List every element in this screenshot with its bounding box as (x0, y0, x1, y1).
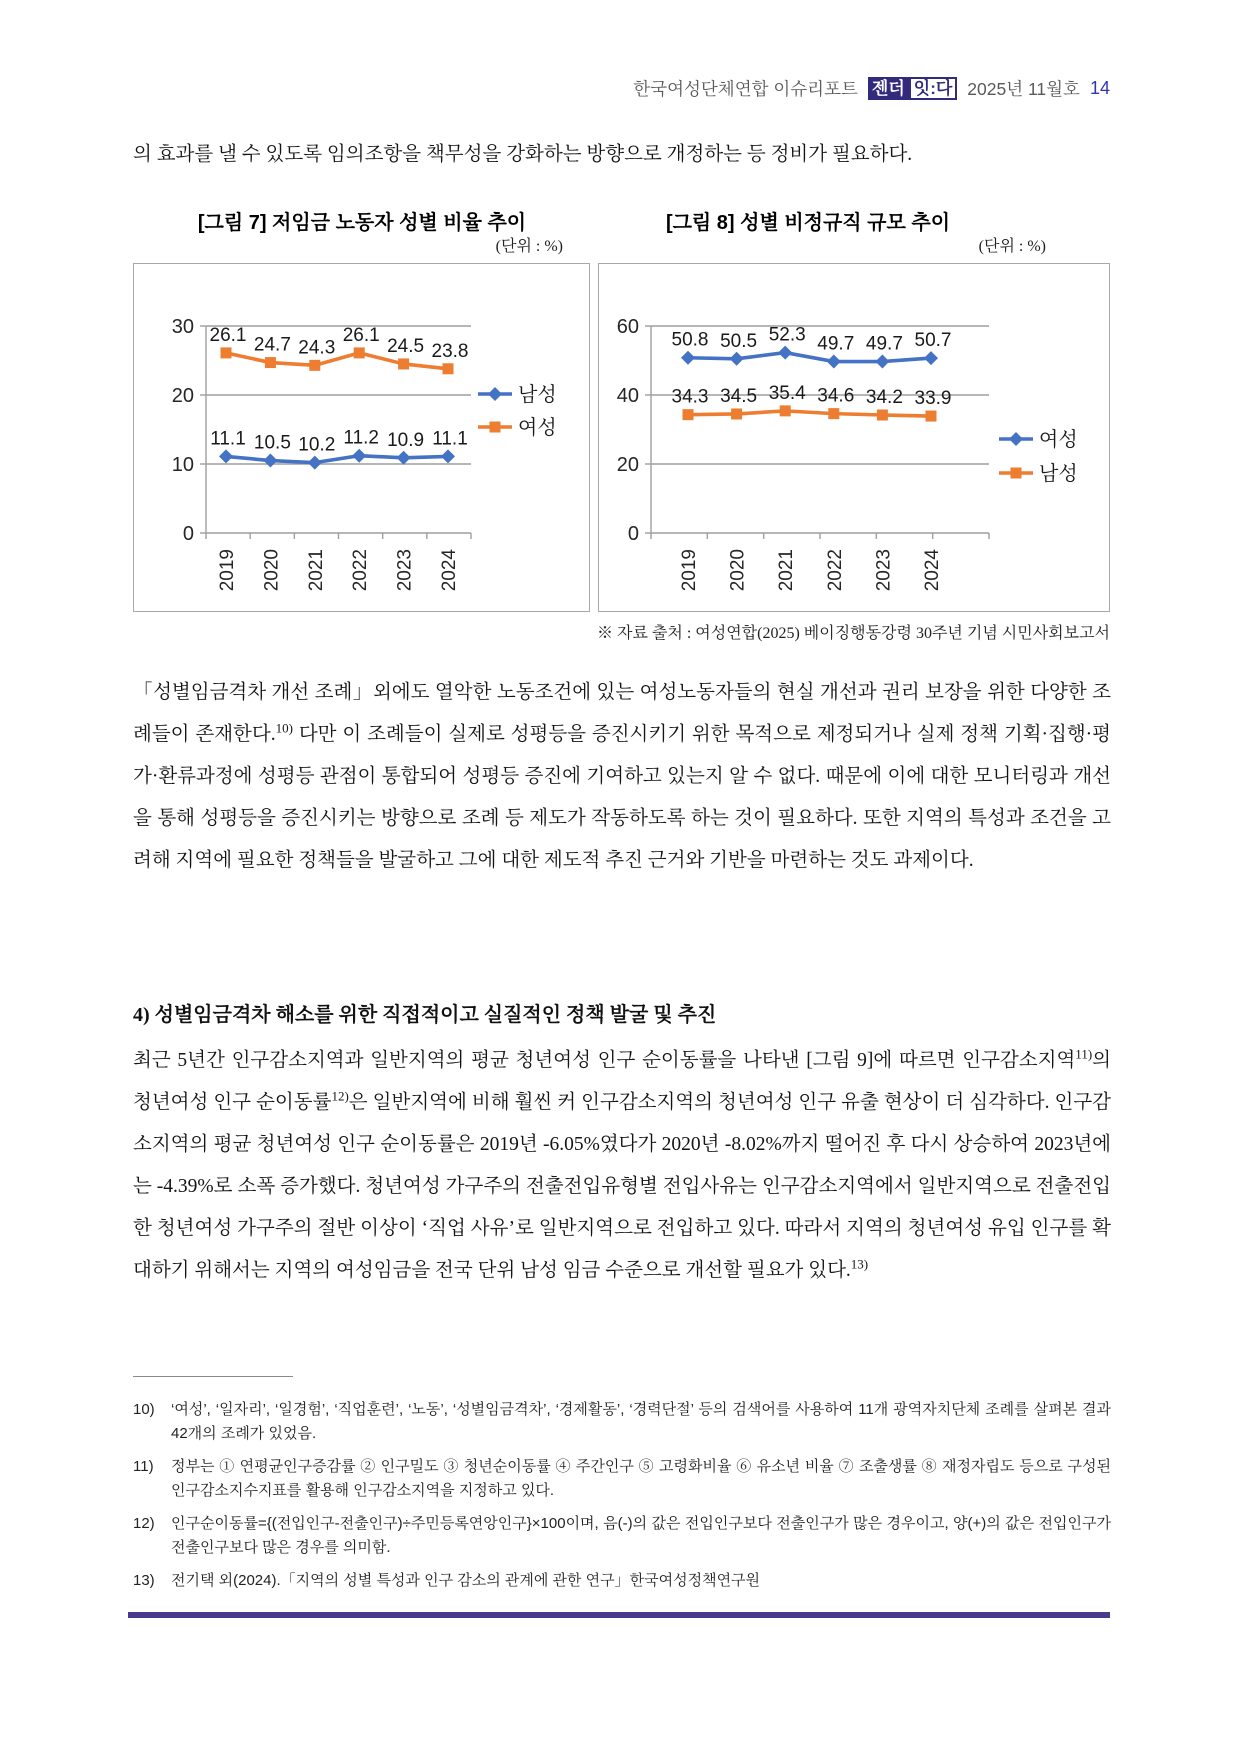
footnote-text: 인구순이동률={(전입인구-전출인구)÷주민등록연앙인구}×100이며, 음(-)의 값은 전입인구보다 전출인구가 많은 경우이고, 양(+)의 값은 전입인구가 전출인구보다 많은 경우를 의미함. (171, 1515, 1111, 1556)
svg-text:35.4: 35.4 (768, 382, 806, 404)
footnote (133, 1512, 1111, 1560)
footnote-number: 11) (133, 1458, 154, 1475)
svg-text:10: 10 (171, 454, 194, 476)
svg-text:10.5: 10.5 (253, 432, 291, 454)
svg-text:26.1: 26.1 (209, 324, 247, 346)
svg-text:26.1: 26.1 (342, 324, 380, 346)
svg-text:2020: 2020 (727, 549, 749, 592)
svg-text:11.1: 11.1 (432, 428, 468, 450)
figure7-line-chart (134, 264, 588, 610)
svg-text:34.5: 34.5 (720, 385, 758, 407)
svg-text:49.7: 49.7 (817, 333, 855, 355)
svg-text:34.6: 34.6 (817, 385, 855, 407)
footnote-number: 12) (133, 1515, 155, 1532)
footnote-number: 10) (133, 1401, 155, 1418)
page-header (0, 76, 1110, 101)
svg-text:34.2: 34.2 (865, 387, 903, 409)
svg-text:2019: 2019 (679, 549, 700, 592)
svg-text:0: 0 (182, 523, 194, 545)
svg-text:34.3: 34.3 (671, 386, 709, 408)
paragraph-2: 최근 5년간 인구감소지역과 일반지역의 평균 청년여성 인구 순이동률을 나타낸 [그림 9]에 따르면 인구감소지역$^{11)}$의 청년여성 인구 순이동률$^{12)}$은 일반지역에 비해 훨씬 커 인구감소지역의 청년여성 인구 유출 현상이 더 심각하다. 인구감소지역의 평균 청년여성 인구 순이동률은 2019년 -6.05%였다가 2020년 -8.02%까지 떨어진 후 다시 상승하여 2023년에는 -4.39%로 소폭 증가했다. 청년여성 가구주의 전출전입유형별 전입사유는 인구감소지역에서 일반지역으로 전출전입한 청년여성 가구주의 절반 이상이 ‘직업 사유’로 일반지역으로 전입하고 있다. 따라서 지역의 청년여성 유입 인구를 확대하기 위해서는 지역의 여성임금을 전국 단위 남성 임금 수준으로 개선할 필요가 있다.$^{13)}$ (133, 1046, 1111, 1281)
svg-text:50.5: 50.5 (720, 330, 758, 352)
footnotes (133, 1398, 1111, 1602)
svg-text:2024: 2024 (922, 549, 943, 592)
footnote-text: 정부는 ① 연평균인구증감률 ② 인구밀도 ③ 청년순이동률 ④ 주간인구 ⑤ 고령화비율 ⑥ 유소년 비율 ⑦ 조출생률 ⑧ 재정자립도 등으로 구성된 인구감소지수지표를 활용해 인구감소지역을 지정하고 있다. (171, 1458, 1111, 1499)
svg-text:24.7: 24.7 (253, 334, 291, 356)
svg-text:24.3: 24.3 (298, 337, 336, 359)
figure8-unit: (단위 : %) (978, 238, 1046, 255)
logo-itda: 잇:다 (909, 77, 958, 100)
footnote (133, 1569, 1111, 1593)
figure7-title: [그림 7] 저임금 노동자 성별 비율 추이 (197, 212, 527, 234)
svg-text:11.2: 11.2 (343, 427, 379, 449)
svg-text:30: 30 (171, 316, 194, 338)
gender-itda-logo (868, 77, 957, 100)
svg-text:20: 20 (616, 454, 639, 476)
svg-text:2023: 2023 (873, 549, 895, 592)
svg-text:60: 60 (616, 316, 639, 338)
svg-text:2022: 2022 (824, 549, 846, 592)
svg-text:20: 20 (171, 385, 194, 407)
svg-text:여성: 여성 (518, 417, 557, 439)
svg-text:10.9: 10.9 (387, 429, 425, 451)
svg-text:2024: 2024 (439, 549, 460, 592)
issue-date: 2025년 11월호 (967, 79, 1080, 99)
logo-gender: 젠더 (868, 77, 909, 100)
svg-text:10.2: 10.2 (298, 434, 336, 456)
page-number: 14 (1089, 78, 1110, 98)
svg-text:33.9: 33.9 (914, 388, 952, 410)
section-heading: 4) 성별임금격차 해소를 위한 직접적이고 실질적인 정책 발굴 및 추진 (133, 1004, 717, 1026)
svg-text:11.1: 11.1 (210, 428, 246, 450)
svg-text:50.8: 50.8 (671, 329, 709, 351)
paragraph-1: 「성별임금격차 개선 조례」외에도 열악한 노동조건에 있는 여성노동자들의 현실 개선과 권리 보장을 위한 다양한 조례들이 존재한다.$^{10)}$ 다만 이 조례들이 실제로 성평등을 증진시키기 위한 목적으로 제정되거나 실제 정책 기획·집행·평가·환류과정에 성평등 관점이 통합되어 성평등 증진에 기여하고 있는지 알 수 없다. 때문에 이에 대한 모니터링과 개선을 통해 성평등을 증진시키는 방향으로 조례 등 제도가 작동하도록 하는 것이 필요하다. 또한 지역의 특성과 조건을 고려해 지역에 필요한 정책들을 발굴하고 그에 대한 제도적 추진 근거와 기반을 마련하는 것도 과제이다. (133, 682, 1111, 871)
intro-paragraph: 의 효과를 낼 수 있도록 임의조항을 책무성을 강화하는 방향으로 개정하는 등 정비가 필요하다. (133, 144, 913, 165)
svg-text:2021: 2021 (776, 549, 798, 592)
svg-text:2023: 2023 (394, 549, 416, 592)
svg-text:24.5: 24.5 (387, 335, 425, 357)
svg-text:남성: 남성 (1039, 463, 1078, 485)
svg-text:23.8: 23.8 (431, 340, 469, 362)
footnote-divider (133, 1376, 293, 1377)
figure8-line-chart (599, 264, 1108, 610)
svg-text:0: 0 (627, 523, 639, 545)
figure7-chart-frame (133, 263, 590, 612)
publication-name: 한국여성단체연합 이슈리포트 (633, 79, 858, 99)
svg-text:여성: 여성 (1039, 429, 1078, 451)
bottom-rule (128, 1612, 1110, 1618)
svg-text:52.3: 52.3 (768, 324, 806, 346)
svg-text:40: 40 (616, 385, 639, 407)
svg-text:2020: 2020 (261, 549, 283, 592)
footnote-number: 13) (133, 1572, 155, 1589)
footnote-text: ‘여성’, ‘일자리’, ‘일경험’, ‘직업훈련’, ‘노동’, ‘성별임금격차’, ‘경제활동’, ‘경력단절’ 등의 검색어를 사용하여 11개 광역자치단체 조례를 살펴본 결과 42개의 조례가 있었음. (171, 1401, 1111, 1442)
footnote (133, 1398, 1111, 1446)
figure7-unit: (단위 : %) (495, 238, 563, 255)
svg-text:49.7: 49.7 (865, 333, 903, 355)
svg-text:50.7: 50.7 (914, 330, 952, 352)
figure8-chart-frame (598, 263, 1110, 612)
svg-text:2022: 2022 (350, 549, 372, 592)
svg-text:2021: 2021 (305, 549, 327, 592)
svg-text:2019: 2019 (217, 549, 238, 592)
figure8-title: [그림 8] 성별 비정규직 규모 추이 (665, 212, 951, 234)
footnote-text: 전기택 외(2024).「지역의 성별 특성과 인구 감소의 관계에 관한 연구」한국여성정책연구원 (171, 1572, 761, 1589)
source-note: ※ 자료 출처 : 여성연합(2025) 베이징행동강령 30주년 기념 시민사회보고서 (597, 625, 1110, 642)
footnote (133, 1455, 1111, 1503)
svg-text:남성: 남성 (518, 384, 557, 406)
